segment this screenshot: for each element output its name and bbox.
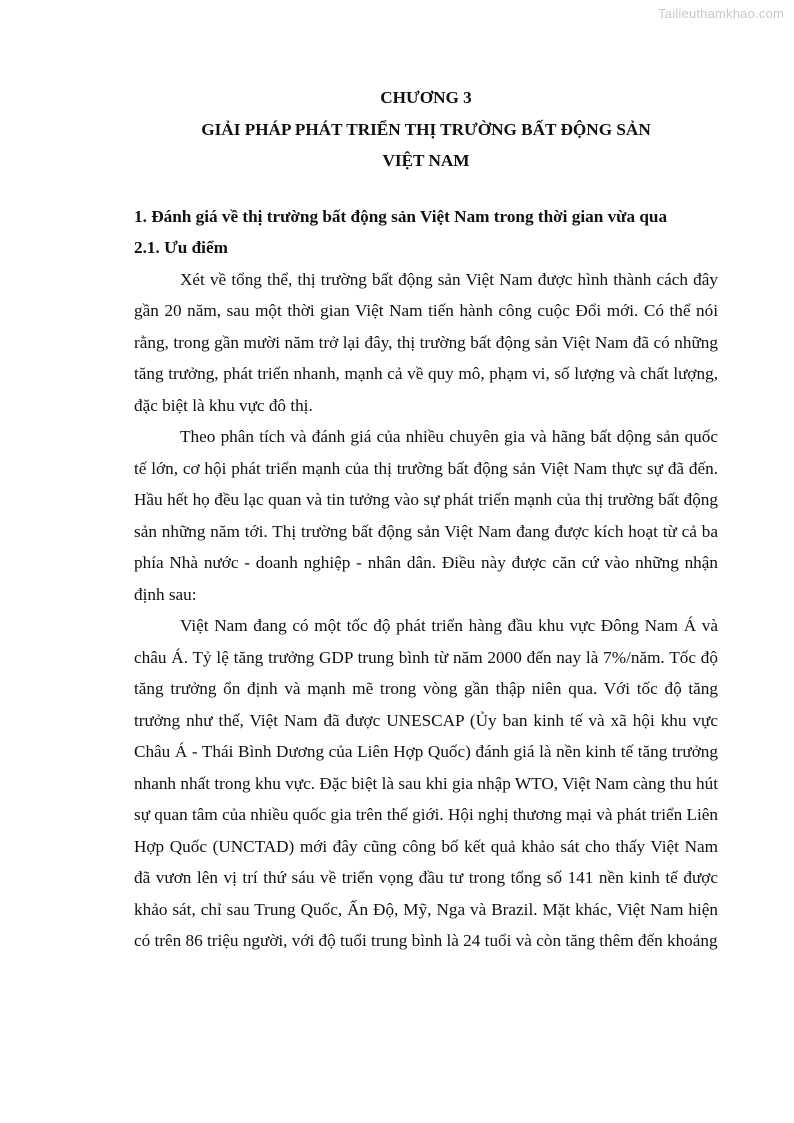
section-title: 1. Đánh giá về thị trường bất động sản Việt Nam trong thời gian vừa qua bbox=[134, 206, 668, 226]
document-page bbox=[134, 82, 718, 957]
paragraph-2: Theo phân tích và đánh giá của nhiều chuyên gia và hãng bất dộng sản quốc tế lớn, cơ hội phát triển mạnh của thị trường bất động sản Việt Nam thực sự đã đến. Hầu hết họ đều lạc quan và tin tưởng vào sự phát triển mạnh của thị trường bất động sản những năm tới. Thị trường bất động sản Việt Nam đang được kích hoạt từ cả ba phía Nhà nước - doanh nghiệp - nhân dân. Điều này được căn cứ vào những nhận định sau: bbox=[134, 427, 718, 604]
chapter-number: CHƯƠNG 3 bbox=[380, 88, 472, 107]
paragraph-1: Xét về tổng thể, thị trường bất động sản Việt Nam được hình thành cách đây gần 20 năm, sau một thời gian Việt Nam tiến hành công cuộc Đổi mới. Có thể nói rằng, trong gần mười năm trở lại đây, thị trường bất động sản Việt Nam đã có những tăng trưởng, phát triển nhanh, mạnh cả về quy mô, phạm vi, số lượng và chất lượng, đặc biệt là khu vực đô thị. bbox=[134, 269, 718, 415]
paragraph-3: Việt Nam đang có một tốc độ phát triển hàng đầu khu vực Đông Nam Á và châu Á. Tỷ lệ tăng trưởng GDP trung bình từ năm 2000 đến nay là 7%/năm. Tốc độ tăng trưởng ổn định và mạnh mẽ trong vòng gần thập niên qua. Với tốc độ tăng trưởng như thế, Việt Nam đã được UNESCAP (Ủy ban kinh tế và xã hội khu vực Châu Á - Thái Bình Dương của Liên Hợp Quốc) đánh giá là nền kinh tế tăng trưởng nhanh nhất trong khu vực. Đặc biệt là sau khi gia nhập WTO, Việt Nam càng thu hút sự quan tâm của nhiều quốc gia trên thế giới. Hội nghị thương mại và phát triển Liên Hợp Quốc (UNCTAD) mới đây cũng công bố kết quả khảo sát cho thấy Việt Nam đã vươn lên vị trí thứ sáu về triển vọng đầu tư trong tổng số 141 nền kinh tế được khảo sát, chỉ sau Trung Quốc, Ấn Độ, Mỹ, Nga và Brazil. Mặt khác, Việt Nam hiện có trên 86 triệu người, với độ tuổi trung bình là 24 tuổi và còn tăng thêm đến khoảng bbox=[134, 616, 718, 950]
subsection-title: 2.1. Ưu điểm bbox=[134, 238, 228, 257]
watermark-text: Tailieuthamkhao.com bbox=[658, 6, 784, 21]
chapter-title-line-2: VIỆT NAM bbox=[382, 151, 470, 170]
chapter-title-line-1: GIẢI PHÁP PHÁT TRIỂN THỊ TRƯỜNG BẤT ĐỘNG SẢN bbox=[201, 119, 651, 139]
